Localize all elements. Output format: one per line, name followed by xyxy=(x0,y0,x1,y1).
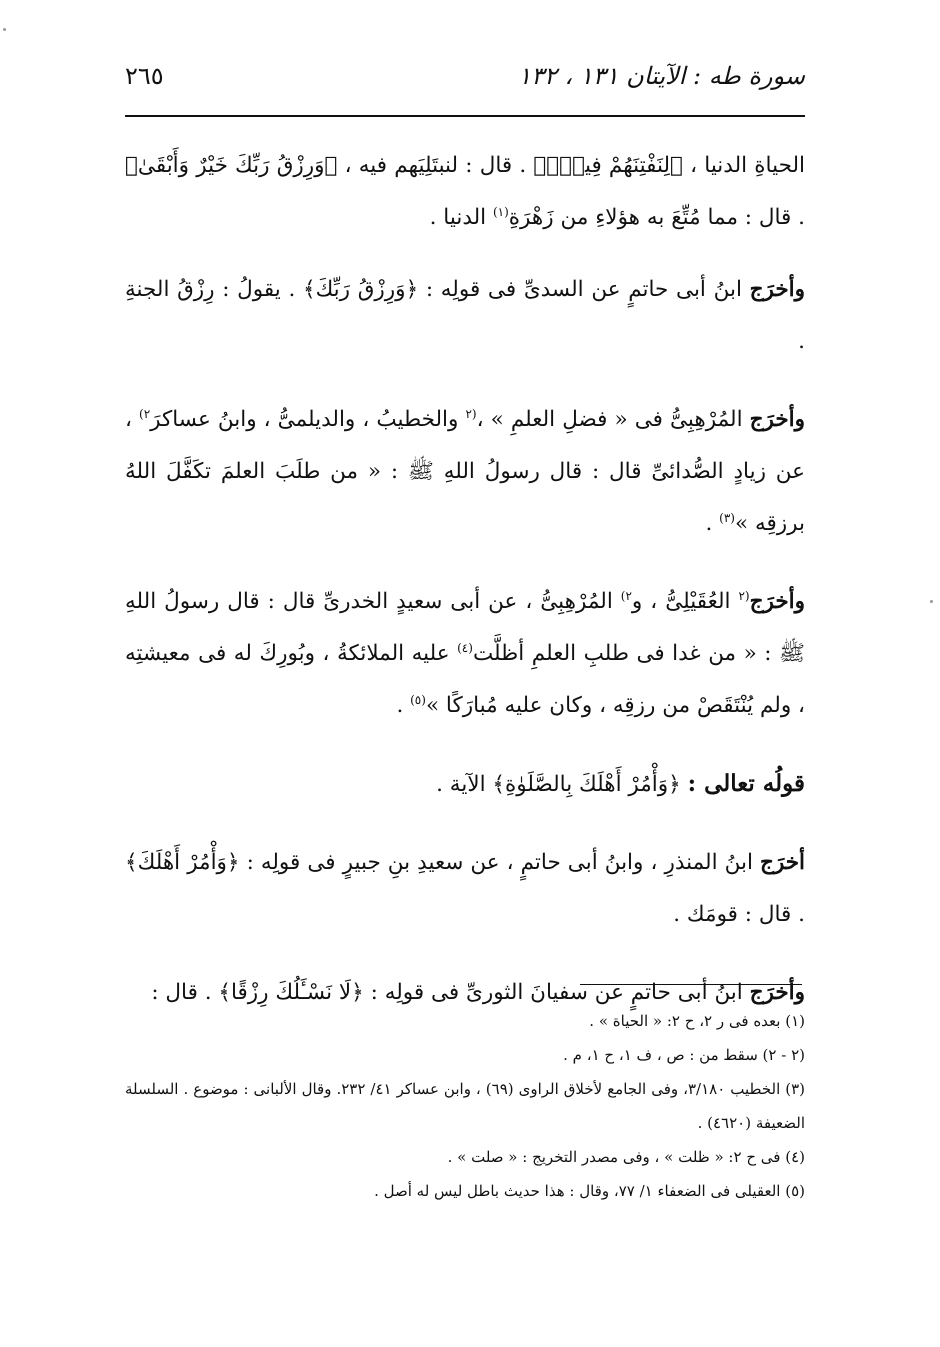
footnote-2: (٢ - ٢) سقط من : ص ، ف ١، ح ١، م . xyxy=(563,1046,805,1064)
footnotes xyxy=(125,1004,805,1208)
paragraph-3 xyxy=(125,394,805,550)
paragraph-text: ، عن زيادٍ الصُّدائىِّ قال : قال رسولُ اللهِ ﷺ : « من طلَبَ العلمَ تكَفَّلَ اللهُ برزقِه » xyxy=(125,407,805,536)
heading-lead: قولُه تعالى : xyxy=(687,770,805,797)
paragraph-lead: أخرَج xyxy=(759,850,805,875)
paragraph-lead: وأخرَج xyxy=(749,980,805,1005)
paragraph-lead: وأخرَج xyxy=(749,589,805,614)
footnote-ref: (١) xyxy=(492,204,509,219)
paragraph-text: والخطيبُ ، والديلمىُّ ، وابنُ عساكرَ xyxy=(150,407,466,432)
paragraph-text: عليه الملائكةُ ، وبُورِكَ له فى معيشتِه ، ولم يُنْتَقَصْ من رزقِه ، وكان عليه مُبارَكًا » xyxy=(125,641,805,718)
paragraph-text: الحياةِ الدنيا ، ﴿لِنَفْتِنَهُمْ فِيهِۚ﴾ . قال : لنبتَلِيَهم فيه ، ﴿وَرِزْقُ رَبِّكَ خَيْرٌ وَأَبْقَىٰ﴾ . قال : مما مُتِّعَ به هؤلاءِ من زَهْرَةِ xyxy=(125,153,805,230)
paragraph-lead: وأخرَج xyxy=(749,407,805,432)
footnote-3: (٣) الخطيب ٣/١٨٠، وفى الجامع لأخلاق الراوى (٦٩) ، وابن عساكر ٤١/ ٢٣٢. وقال الألبانى : موضوع . السلسلة الضعيفة (٤٦٢٠) . xyxy=(125,1080,806,1132)
page-number: ٢٦٥ xyxy=(125,62,164,90)
footnote-ref: (٢ xyxy=(465,406,477,421)
footnote-rule xyxy=(580,984,802,985)
paragraph-2 xyxy=(125,264,805,368)
paragraph-text: العُقَيْلِىُّ ، و xyxy=(631,589,739,614)
footnote-1: (١) بعده فى ر ٢، ح ٢: « الحياة » . xyxy=(589,1012,805,1030)
paragraph-text: المُرْهِبِىُّ فى « فضلِ العلمِ » ، xyxy=(476,407,750,432)
running-title: سورة طه : الآيتان ١٣١ ، ١٣٢ xyxy=(518,62,805,90)
paragraph-text: المُرْهِبِىُّ ، عن أبى سعيدٍ الخدرىِّ قال : قال رسولُ اللهِ ﷺ : « من غدا فى طلبِ العلمِ أظلَّت xyxy=(125,589,805,666)
footnote-ref: (٥) xyxy=(410,692,426,707)
heading-verse: ﴿وَأْمُرْ أَهْلَكَ بِالصَّلَوٰةِ﴾ الآية . xyxy=(436,772,688,797)
main-text xyxy=(125,140,805,1045)
scan-speck xyxy=(930,600,933,603)
header-rule xyxy=(125,115,805,117)
footnote-ref: (٤) xyxy=(457,640,473,655)
footnote-ref: (٣) xyxy=(719,510,735,525)
footnote-ref: (٢ xyxy=(738,588,750,603)
paragraph-lead: وأخرَج xyxy=(749,277,805,302)
footnote-ref: ٢) xyxy=(139,406,151,421)
paragraph-text: . xyxy=(396,693,411,718)
footnote-4: (٤) فى ح ٢: « ظلت » ، وفى مصدر التخريج : « صلت » . xyxy=(447,1148,805,1166)
scan-speck xyxy=(3,28,6,31)
paragraph-text: ابنُ المنذرِ ، وابنُ أبى حاتمٍ ، عن سعيدِ بنِ جبيرٍ فى قولِه : ﴿وَأْمُرْ أَهْلَكَ﴾ . قال : قومَك . xyxy=(125,850,805,927)
paragraph-text: ابنُ أبى حاتمٍ عن سفيانَ الثورىِّ فى قولِه : ﴿لَا نَسْـَٔلُكَ رِزْقًا﴾ . قال : xyxy=(151,980,750,1005)
paragraph-1 xyxy=(125,140,805,244)
paragraph-text: . xyxy=(705,511,720,536)
page-header xyxy=(125,60,805,106)
paragraph-text: ابنُ أبى حاتمٍ عن السدىِّ فى قولِه : ﴿وَرِزْقُ رَبِّكَ﴾ . يقولُ : رِزْقُ الجنةِ . xyxy=(125,277,805,354)
footnote-ref: ٢) xyxy=(620,588,632,603)
paragraph-text: الدنيا . xyxy=(429,205,493,230)
paragraph-4 xyxy=(125,576,805,732)
paragraph-5 xyxy=(125,837,805,941)
section-heading xyxy=(125,758,805,811)
footnote-5: (٥) العقيلى فى الضعفاء ١/ ٧٧، وقال : هذا حديث باطل ليس له أصل . xyxy=(374,1182,805,1200)
